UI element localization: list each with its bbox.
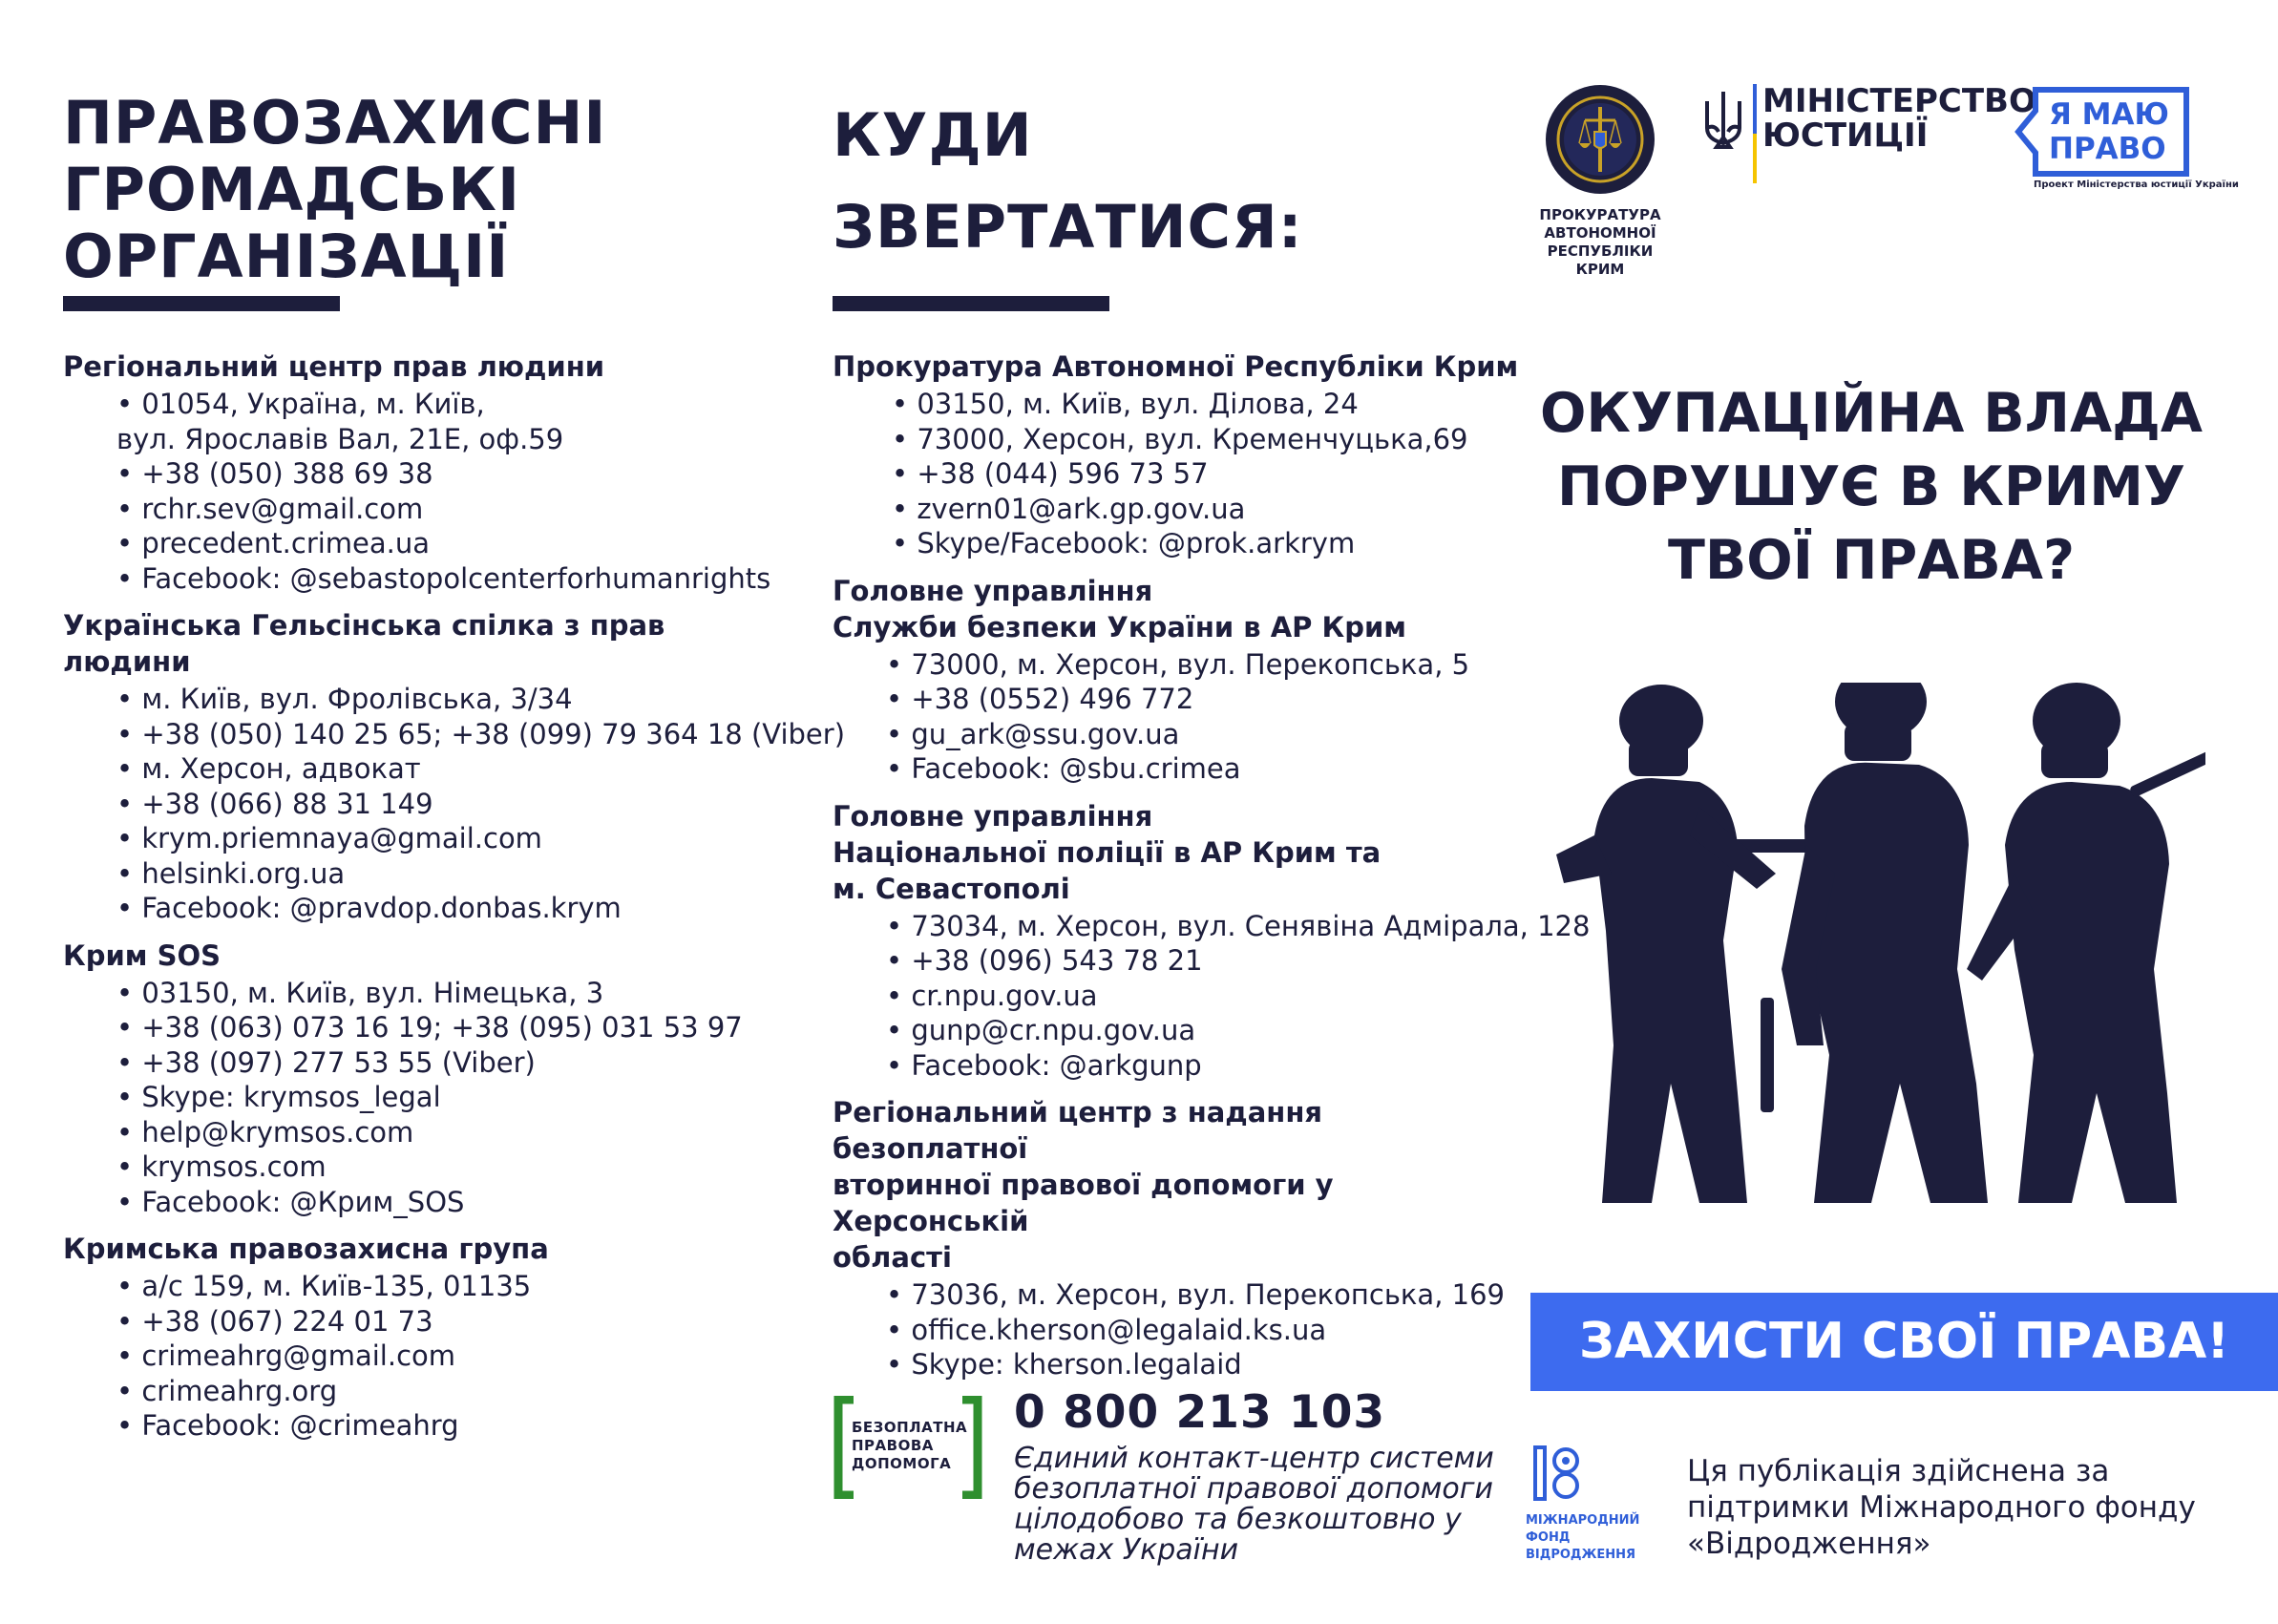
- org-name: Національної поліції в АР Крим та: [833, 835, 1382, 869]
- org-name: Головне управління: [833, 799, 1153, 833]
- org-name: Прокуратура Автономної Республіки Крим: [833, 350, 1519, 383]
- org-name: Українська Гельсінська спілка з прав людини: [63, 609, 665, 678]
- contact-item: • crimeahrg.org: [116, 1374, 789, 1409]
- contact-item: • Facebook: @sbu.crimea: [886, 751, 1520, 787]
- prosecutor-logo-text: [1524, 206, 1677, 279]
- contact-item: • +38 (067) 224 01 73: [116, 1304, 789, 1339]
- contact-item: • Facebook: @arkgunp: [886, 1048, 1520, 1084]
- protect-rights-banner: ЗАХИСТИ СВОЇ ПРАВА!: [1530, 1293, 2278, 1391]
- i-have-right-logo-line: ПРАВО: [2049, 132, 2166, 166]
- org-contacts: [833, 387, 1520, 561]
- left-org-list: [63, 348, 846, 1455]
- org-name: м. Севастополі: [833, 872, 1070, 905]
- ministry-logo-line: МІНІСТЕРСТВО: [1762, 82, 2036, 120]
- prosecutor-logo-line: АВТОНОМНОЇ: [1544, 224, 1656, 242]
- publication-credit-line: підтримки Міжнародного фонду: [1687, 1490, 2196, 1525]
- contact-item: • +38 (0552) 496 772: [886, 682, 1520, 717]
- prosecutor-emblem-icon: [1543, 82, 1657, 197]
- org-block: [833, 1094, 1520, 1382]
- main-question-line: ТВОЇ ПРАВА?: [1667, 529, 2076, 592]
- contact-item: • а/с 159, м. Київ-135, 01135: [116, 1269, 789, 1304]
- org-name: Регіональний центр прав людини: [63, 350, 605, 383]
- org-name: Регіональний центр з надання безоплатної: [833, 1096, 1322, 1165]
- contact-item: • rchr.sev@gmail.com: [116, 492, 789, 527]
- left-heading-line: ГРОМАДСЬКІ: [63, 155, 521, 224]
- hotline-description-line: межах України: [1014, 1533, 1239, 1567]
- org-name: Крим SOS: [63, 939, 221, 972]
- publication-credit-line: «Відродження»: [1687, 1527, 1931, 1561]
- contact-item: • zvern01@ark.gp.gov.ua: [892, 492, 1520, 527]
- prosecutor-logo-line: РЕСПУБЛІКИ КРИМ: [1547, 243, 1654, 278]
- legal-aid-logo-line: ДОПОМОГА: [852, 1455, 952, 1472]
- contact-item: • precedent.crimea.ua: [116, 526, 789, 561]
- contact-item: • 73000, м. Херсон, вул. Перекопська, 5: [886, 647, 1520, 683]
- left-heading-line: ПРАВОЗАХИСНІ: [63, 88, 607, 158]
- i-have-right-logo-text: [2049, 97, 2169, 166]
- publication-credit-line: Ця публікація здійснена за: [1687, 1454, 2110, 1488]
- org-block: [63, 348, 789, 596]
- middle-column: [833, 90, 1501, 273]
- org-name: Служби безпеки України в АР Крим: [833, 610, 1407, 643]
- left-heading: [63, 90, 789, 290]
- contact-item: • crimeahrg@gmail.com: [116, 1339, 789, 1374]
- prosecutor-logo-line: ПРОКУРАТУРА: [1539, 206, 1661, 223]
- ministry-logo: [1701, 82, 2036, 189]
- org-contacts: [833, 1277, 1520, 1382]
- trident-icon: [1701, 90, 1745, 157]
- contact-item: • 73034, м. Херсон, вул. Сенявіна Адмірала, 128: [886, 909, 1520, 944]
- contact-item: • м. Херсон, адвокат: [116, 751, 789, 787]
- org-block: [63, 938, 789, 1220]
- hotline-description-line: цілодобово та безкоштовно у: [1014, 1503, 1462, 1536]
- soldiers-silhouette-image: [1556, 683, 2205, 1208]
- middle-heading-rule: [833, 296, 1109, 311]
- hotline-description: [1014, 1444, 1494, 1566]
- org-block: [63, 607, 846, 926]
- contact-item: • +38 (044) 596 73 57: [892, 456, 1520, 492]
- legal-aid-logo-text: [852, 1419, 966, 1473]
- renaissance-fund-icon: [1531, 1444, 1585, 1505]
- contact-item: • +38 (050) 140 25 65; +38 (099) 79 364 18 (Viber): [116, 717, 789, 752]
- middle-heading-line: ЗВЕРТАТИСЯ:: [833, 192, 1303, 262]
- contact-item: • +38 (066) 88 31 149: [116, 787, 789, 822]
- contact-item: • gu_ark@ssu.gov.ua: [886, 717, 1520, 752]
- hotline-description-line: Єдиний контакт-центр системи: [1014, 1442, 1494, 1475]
- contact-item: • help@krymsos.com: [116, 1115, 789, 1150]
- org-contacts: [63, 387, 789, 596]
- contact-item: • +38 (097) 277 53 55 (Viber): [116, 1045, 789, 1081]
- middle-org-list: [833, 348, 1591, 1394]
- org-name: області: [833, 1241, 952, 1274]
- contact-item: • м. Київ, вул. Фролівська, 3/34: [116, 682, 789, 717]
- i-have-right-logo: [2014, 86, 2239, 196]
- org-contacts: [833, 647, 1520, 787]
- contact-item: • Facebook: @sebastopolcenterforhumanrights: [116, 561, 789, 597]
- ministry-logo-line: ЮСТИЦІЇ: [1762, 116, 1929, 155]
- left-column: [63, 90, 789, 290]
- contact-item: • 73000, Херсон, вул. Кременчуцька,69: [892, 422, 1520, 457]
- renaissance-fund-line: ФОНД: [1526, 1530, 1571, 1545]
- org-block: [63, 1231, 789, 1444]
- contact-item: • 03150, м. Київ, вул. Ділова, 24: [892, 387, 1520, 422]
- contact-item: • +38 (096) 543 78 21: [886, 943, 1520, 979]
- middle-heading-line: КУДИ: [833, 100, 1033, 170]
- middle-heading: [833, 90, 1501, 273]
- contact-item: • Skype: krymsos_legal: [116, 1080, 789, 1115]
- contact-item: • Facebook: @Крим_SOS: [116, 1185, 789, 1220]
- contact-item: • office.kherson@legalaid.ks.ua: [886, 1313, 1520, 1348]
- main-question-line: ПОРУШУЄ В КРИМУ: [1557, 455, 2185, 518]
- org-block: [833, 348, 1520, 561]
- publication-credit: [1687, 1453, 2222, 1562]
- left-heading-rule: [63, 296, 340, 311]
- renaissance-fund-text: [1526, 1512, 1650, 1564]
- contact-item: • gunp@cr.npu.gov.ua: [886, 1013, 1520, 1048]
- hotline-description-line: безоплатної правової допомоги: [1014, 1472, 1494, 1506]
- contact-item: • Facebook: @pravdop.donbas.krym: [116, 891, 789, 926]
- contact-item: • +38 (050) 388 69 38: [116, 456, 789, 492]
- contact-item: • krym.priemnaya@gmail.com: [116, 821, 789, 856]
- prosecutor-logo: [1524, 82, 1677, 279]
- org-name: вторинної правової допомоги у Херсонській: [833, 1169, 1334, 1237]
- contact-item: вул. Ярославів Вал, 21Е, оф.59: [116, 422, 564, 455]
- org-contacts: [833, 909, 1591, 1084]
- i-have-right-logo-subtitle: Проект Міністерства юстиції України: [2034, 179, 2239, 190]
- contact-item: • 01054, Україна, м. Київ,: [116, 387, 789, 422]
- contact-item: • +38 (063) 073 16 19; +38 (095) 031 53 97: [116, 1010, 789, 1045]
- contact-item: • Skype/Facebook: @prok.arkrym: [892, 526, 1520, 561]
- org-name: Головне управління: [833, 574, 1153, 607]
- renaissance-fund-line: МІЖНАРОДНИЙ: [1526, 1513, 1640, 1528]
- main-question: [1489, 377, 2253, 598]
- ministry-logo-text: [1762, 84, 2036, 153]
- i-have-right-logo-line: Я МАЮ: [2049, 97, 2169, 132]
- hotline-phone: 0 800 213 103: [1014, 1386, 1386, 1439]
- contact-item: • Facebook: @crimeahrg: [116, 1408, 789, 1444]
- org-block: [833, 573, 1520, 787]
- ministry-color-bar-yellow: [1753, 134, 1757, 183]
- renaissance-fund-line: ВІДРОДЖЕННЯ: [1526, 1548, 1636, 1562]
- contact-item: • helsinki.org.ua: [116, 856, 789, 892]
- contact-item: • cr.npu.gov.ua: [886, 979, 1520, 1014]
- left-heading-line: ОРГАНІЗАЦІЇ: [63, 221, 510, 291]
- org-contacts: [63, 682, 846, 926]
- org-contacts: [63, 976, 789, 1220]
- org-name: Кримська правозахисна група: [63, 1233, 549, 1265]
- contact-item: • Skype: kherson.legalaid: [886, 1347, 1520, 1382]
- legal-aid-logo-line: ПРАВОВА: [852, 1437, 934, 1454]
- legal-aid-logo-line: БЕЗОПЛАТНА: [852, 1419, 968, 1436]
- ministry-color-bar-blue: [1753, 84, 1757, 134]
- contact-item: • krymsos.com: [116, 1149, 789, 1185]
- contact-item: • 73036, м. Херсон, вул. Перекопська, 169: [886, 1277, 1520, 1313]
- renaissance-fund-logo: [1526, 1444, 1650, 1564]
- legal-aid-logo: [833, 1396, 983, 1499]
- contact-item: • 03150, м. Київ, вул. Німецька, 3: [116, 976, 789, 1011]
- org-contacts: [63, 1269, 789, 1444]
- main-question-line: ОКУПАЦІЙНА ВЛАДА: [1539, 382, 2204, 445]
- org-block: [833, 798, 1591, 1084]
